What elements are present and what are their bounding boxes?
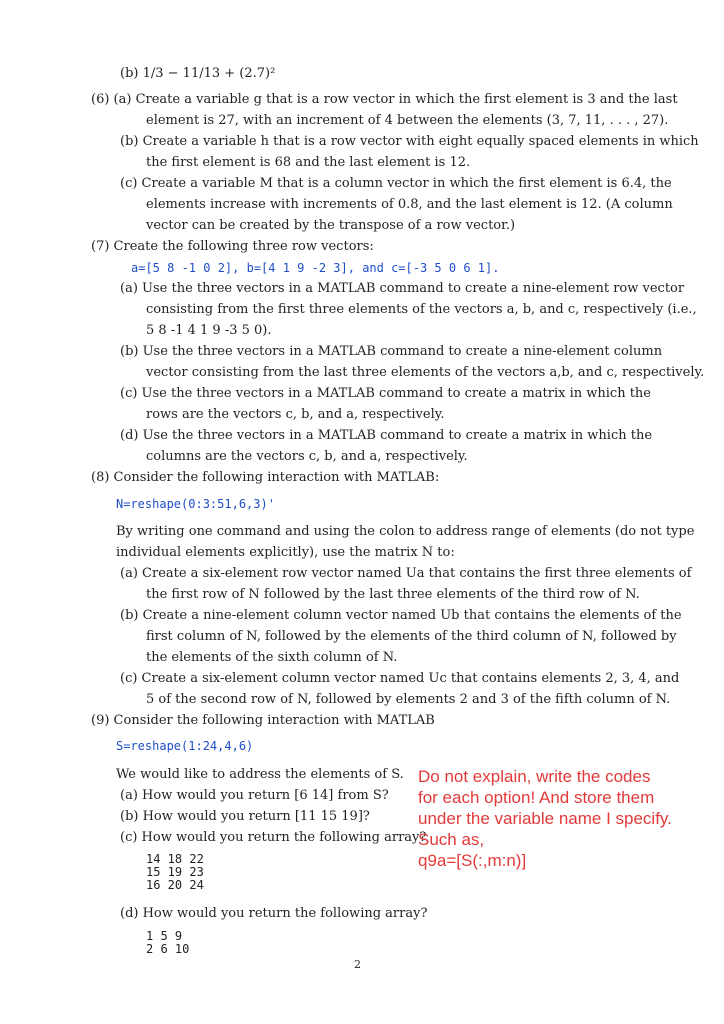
q5b-text: (b) 1/3 − 11/13 + (2.7)² xyxy=(120,66,276,81)
q9-heading: (9) Consider the following interaction with MATLAB xyxy=(91,713,435,728)
q9-intro: We would like to address the elements of S. xyxy=(116,767,404,782)
note-line: Do not explain, write the codes xyxy=(418,767,651,786)
note-line: q9a=[S(:,m:n)] xyxy=(418,851,527,870)
q7c-text: (c) Use the three vectors in a MATLAB command to create a matrix in which the xyxy=(120,386,651,401)
q6b-text: (b) Create a variable h that is a row vector with eight equally spaced elements in which xyxy=(120,134,699,149)
q8c-text: (c) Create a six-element column vector named Uc that contains elements 2, 3, 4, and xyxy=(120,671,680,686)
handwritten-instruction-note xyxy=(418,766,718,871)
q9a-text: (a) How would you return [6 14] from S? xyxy=(120,788,389,803)
q8b-text-cont: first column of N, followed by the elements of the third column of N, followed by xyxy=(146,629,677,644)
q7a-text: (a) Use the three vectors in a MATLAB command to create a nine-element row vector xyxy=(120,281,685,296)
q8-intro: By writing one command and using the colon to address range of elements (do not type xyxy=(116,524,695,539)
note-line: Such as, xyxy=(418,830,485,849)
q6b-text-cont: the first element is 68 and the last element is 12. xyxy=(146,155,471,170)
q7d-text-cont: columns are the vectors c, b, and a, respectively. xyxy=(146,449,468,464)
q7a-text-cont: consisting from the first three elements of the vectors a, b, and c, respectively (i.e., xyxy=(146,302,697,317)
q7b-text: (b) Use the three vectors in a MATLAB command to create a nine-element column xyxy=(120,344,663,359)
q8-intro-cont: individual elements explicitly), use the matrix N to: xyxy=(116,545,455,560)
q8-code: N=reshape(0:3:51,6,3)' xyxy=(116,497,275,511)
q6c-text: (c) Create a variable M that is a column vector in which the first element is 6.4, the xyxy=(120,176,672,191)
q9c-array-row: 14 18 22 xyxy=(146,852,204,866)
q9b-text: (b) How would you return [11 15 19]? xyxy=(120,809,370,824)
page-number: 2 xyxy=(354,958,361,971)
q8b-text-cont2: the elements of the sixth column of N. xyxy=(146,650,398,665)
q9c-array-row: 15 19 23 xyxy=(146,865,204,879)
q9d-text: (d) How would you return the following array? xyxy=(120,906,428,921)
q9c-array-row: 16 20 24 xyxy=(146,878,204,892)
q6a-text: (6) (a) Create a variable g that is a row vector in which the first element is 3 and the last xyxy=(91,92,678,107)
q7c-text-cont: rows are the vectors c, b, and a, respectively. xyxy=(146,407,445,422)
q8a-text-cont: the first row of N followed by the last three elements of the third row of N. xyxy=(146,587,640,602)
note-line: under the variable name I specify. xyxy=(418,809,672,828)
q9d-array-row: 2 6 10 xyxy=(146,942,190,956)
q9c-text: (c) How would you return the following array? xyxy=(120,830,427,845)
q6c-text-cont2: vector can be created by the transpose of a row vector.) xyxy=(146,218,516,233)
q7b-text-cont: vector consisting from the last three elements of the vectors a,b, and c, respectively. xyxy=(146,365,705,380)
q8c-text-cont: 5 of the second row of N, followed by elements 2 and 3 of the fifth column of N. xyxy=(146,692,671,707)
q6c-text-cont: elements increase with increments of 0.8, and the last element is 12. (A column xyxy=(146,197,673,212)
q9-code: S=reshape(1:24,4,6) xyxy=(116,739,254,753)
q8b-text: (b) Create a nine-element column vector named Ub that contains the elements of the xyxy=(120,608,682,623)
q8-heading: (8) Consider the following interaction with MATLAB: xyxy=(91,470,440,485)
q7-vectors-code: a=[5 8 -1 0 2], b=[4 1 9 -2 3], and c=[-3 5 0 6 1]. xyxy=(131,261,500,275)
q8a-text: (a) Create a six-element row vector named Ua that contains the first three elements of xyxy=(120,566,692,581)
q7a-text-cont2: 5 8 -1 4 1 9 -3 5 0). xyxy=(146,323,272,338)
note-line: for each option! And store them xyxy=(418,788,655,807)
q7-heading: (7) Create the following three row vectors: xyxy=(91,239,374,254)
q6a-text-cont: element is 27, with an increment of 4 between the elements (3, 7, 11, . . . , 27). xyxy=(146,113,669,128)
q9d-array-row: 1 5 9 xyxy=(146,929,183,943)
q7d-text: (d) Use the three vectors in a MATLAB command to create a matrix in which the xyxy=(120,428,653,443)
